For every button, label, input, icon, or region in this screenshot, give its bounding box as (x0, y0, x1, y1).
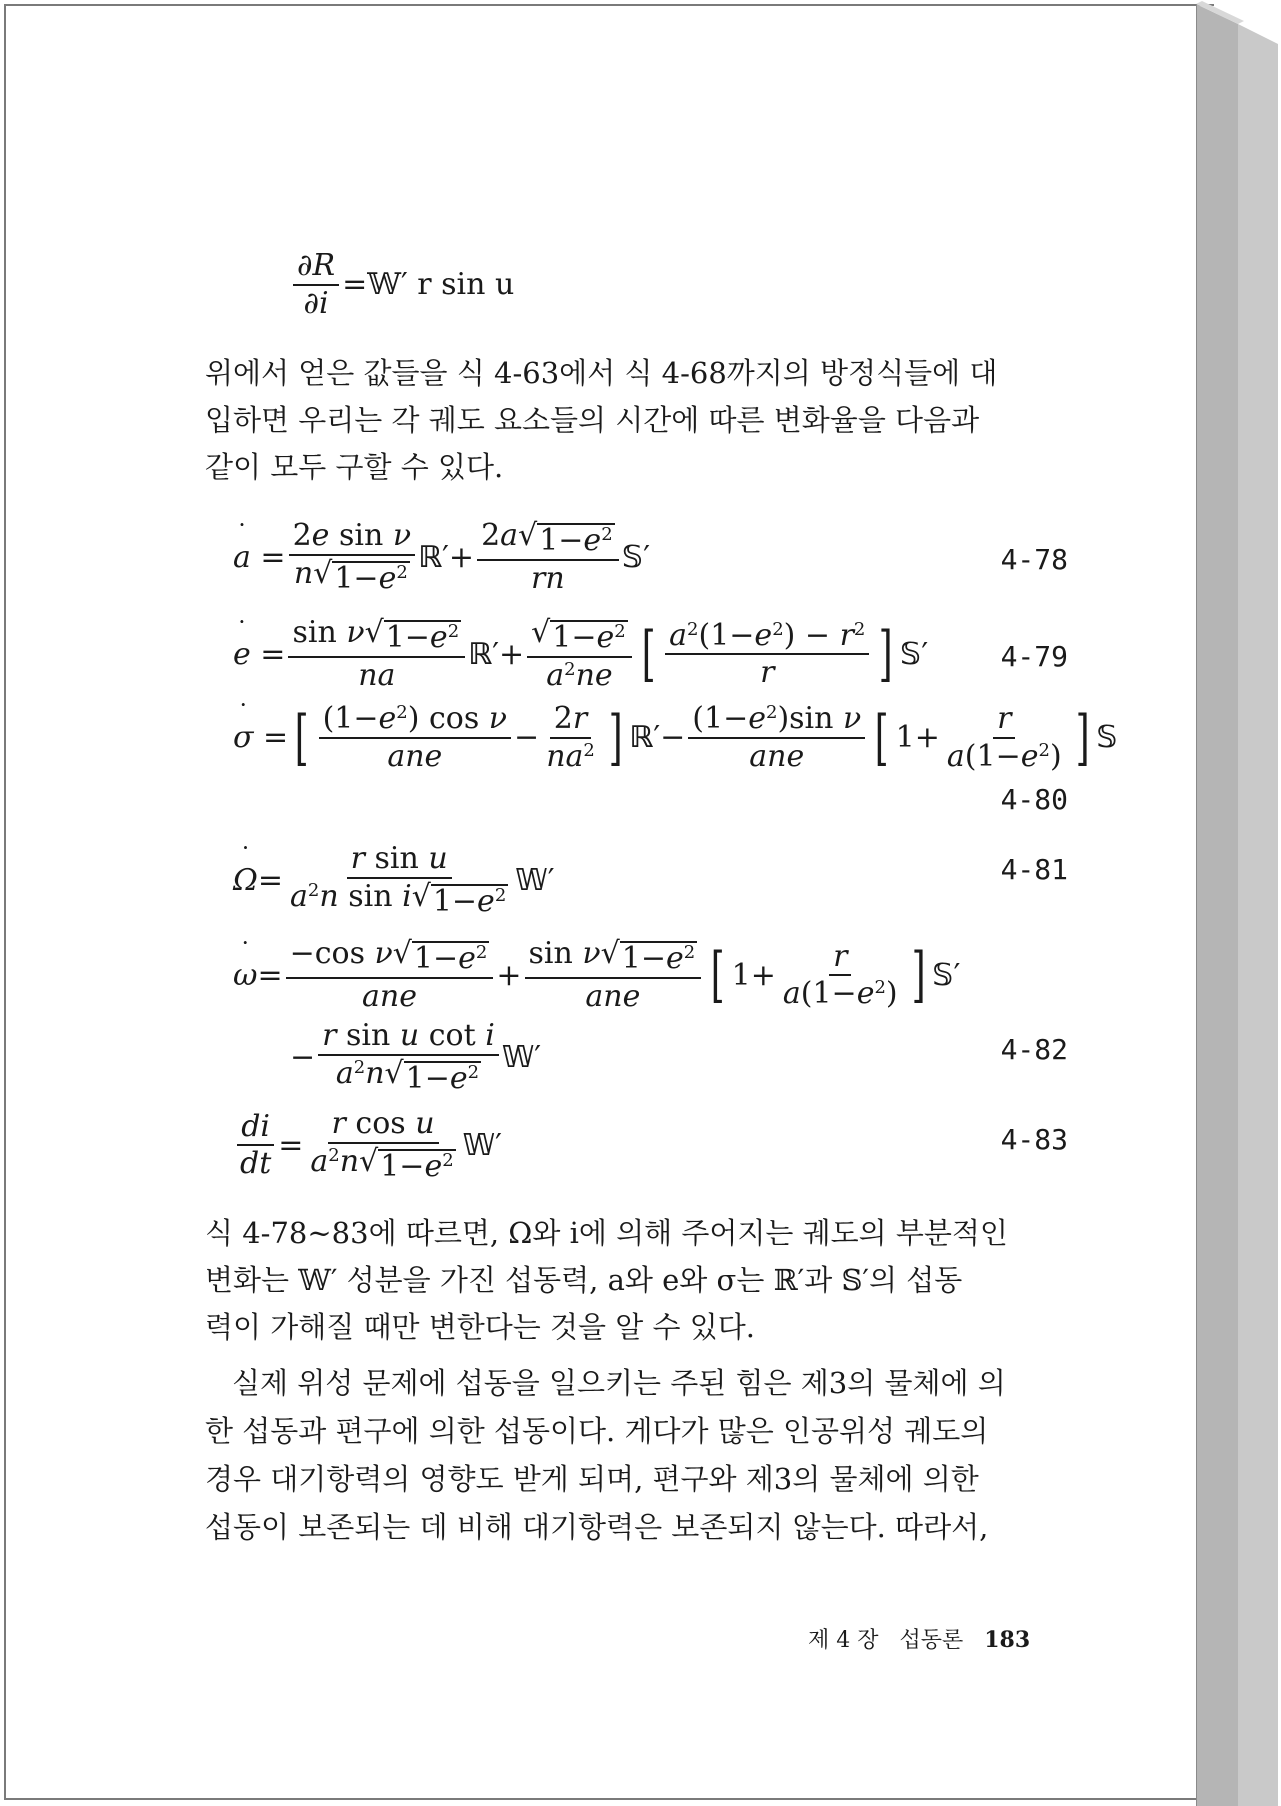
equation-4-82-line-2: − r sin u cot i $a^2n$ √ $1-e^2$ 𝕎 ′ (290, 1018, 542, 1096)
equation-number-4-81: 4-81 (1000, 853, 1068, 886)
equation-number-4-80: 4-80 (1000, 783, 1068, 816)
paragraph-1-line-1: 위에서 얻은 값들을 식 4-63에서 식 4-68까지의 방정식들에 대 (205, 356, 998, 390)
paragraph-3-line-3: 경우 대기항력의 영향도 받게 되며, 편구와 제3의 물체에 의한 (205, 1462, 979, 1496)
equation-4-78: a ˙ = 2e sin ν n √ $1-e^2$ ℝ ′+ 2a √ $1-e^2$ rn 𝕊 ′ (233, 520, 650, 594)
equation-number-4-82: 4-82 (1000, 1033, 1068, 1066)
equation-dR-di (290, 250, 514, 319)
fraction-numerator: ∂R (297, 248, 336, 283)
footer-title: 섭동론 (899, 1628, 964, 1653)
paragraph-2-line-2: 변화는 𝕎′ 성분을 가진 섭동력, a와 e와 σ는 ℝ′과 𝕊′의 섭동 (205, 1263, 963, 1297)
equation-number-4-78: 4-78 (1000, 543, 1068, 576)
footer (808, 1623, 1030, 1654)
paragraph-1-line-2: 입하면 우리는 각 궤도 요소들의 시간에 따른 변화율을 다음과 (205, 403, 980, 437)
equation-4-80: σ ˙ = [ $\frac{(1-e^2) \cos \nu}{\text{ane}}$ − $\frac{2r}{na^2}$ ] ℝ ′− $\frac{(1-e^2)\sin \nu}{\text{ane}}$ [ 1+ $\frac{r}{a(1-e^2)}$ ] 𝕊 (233, 703, 1118, 772)
fraction-denominator: ∂i (303, 285, 329, 321)
equation-4-83: $\frac{di}{dt}$ = r cos u $a^2n$ √ $1-e^2$ 𝕎 ′ (233, 1108, 502, 1182)
equation-4-81: Ω ˙ = r sin u $a^2n$ sin i √ $1-e^2$ 𝕎 ′ (233, 843, 555, 917)
paragraph-2-line-1: 식 4-78~83에 따르면, Ω와 i에 의해 주어지는 궤도의 부분적인 (205, 1216, 1008, 1250)
footer-chapter: 제 4 장 (808, 1628, 879, 1653)
equation-4-79: e ˙ = sin ν √ $1-e^2$ na ℝ ′+ √ $1-e^2$ $a^2ne$ [ $\frac{a^2(1-e^2) - r^2}{r}$ ] 𝕊 ′ (233, 617, 928, 691)
paragraph-3-line-2: 한 섭동과 편구에 의한 섭동이다. 게다가 많은 인공위성 궤도의 (205, 1414, 989, 1448)
equation-number-4-83: 4-83 (1000, 1123, 1068, 1156)
paragraph-2-line-3: 력이 가해질 때만 변한다는 것을 알 수 있다. (205, 1310, 755, 1344)
paragraph-3-line-4: 섭동이 보존되는 데 비해 대기항력은 보존되지 않는다. 따라서, (205, 1510, 989, 1544)
equation-rhs: =𝕎′ r sin u (342, 267, 515, 302)
page-number: 183 (984, 1627, 1031, 1653)
equation-number-4-79: 4-79 (1000, 640, 1068, 673)
paragraph-3-line-1: 실제 위성 문제에 섭동을 일으키는 주된 힘은 제3의 물체에 의 (232, 1366, 1006, 1400)
paragraph-1-line-3: 같이 모두 구할 수 있다. (205, 450, 504, 484)
equation-4-82-line-1: ω ˙ = −cos ν √ $1-e^2$ ane + sin ν √ $1-e^2$ ane [ 1+ $\frac{r}{a(1-e^2)}$ ] 𝕊 ′ (233, 938, 960, 1012)
